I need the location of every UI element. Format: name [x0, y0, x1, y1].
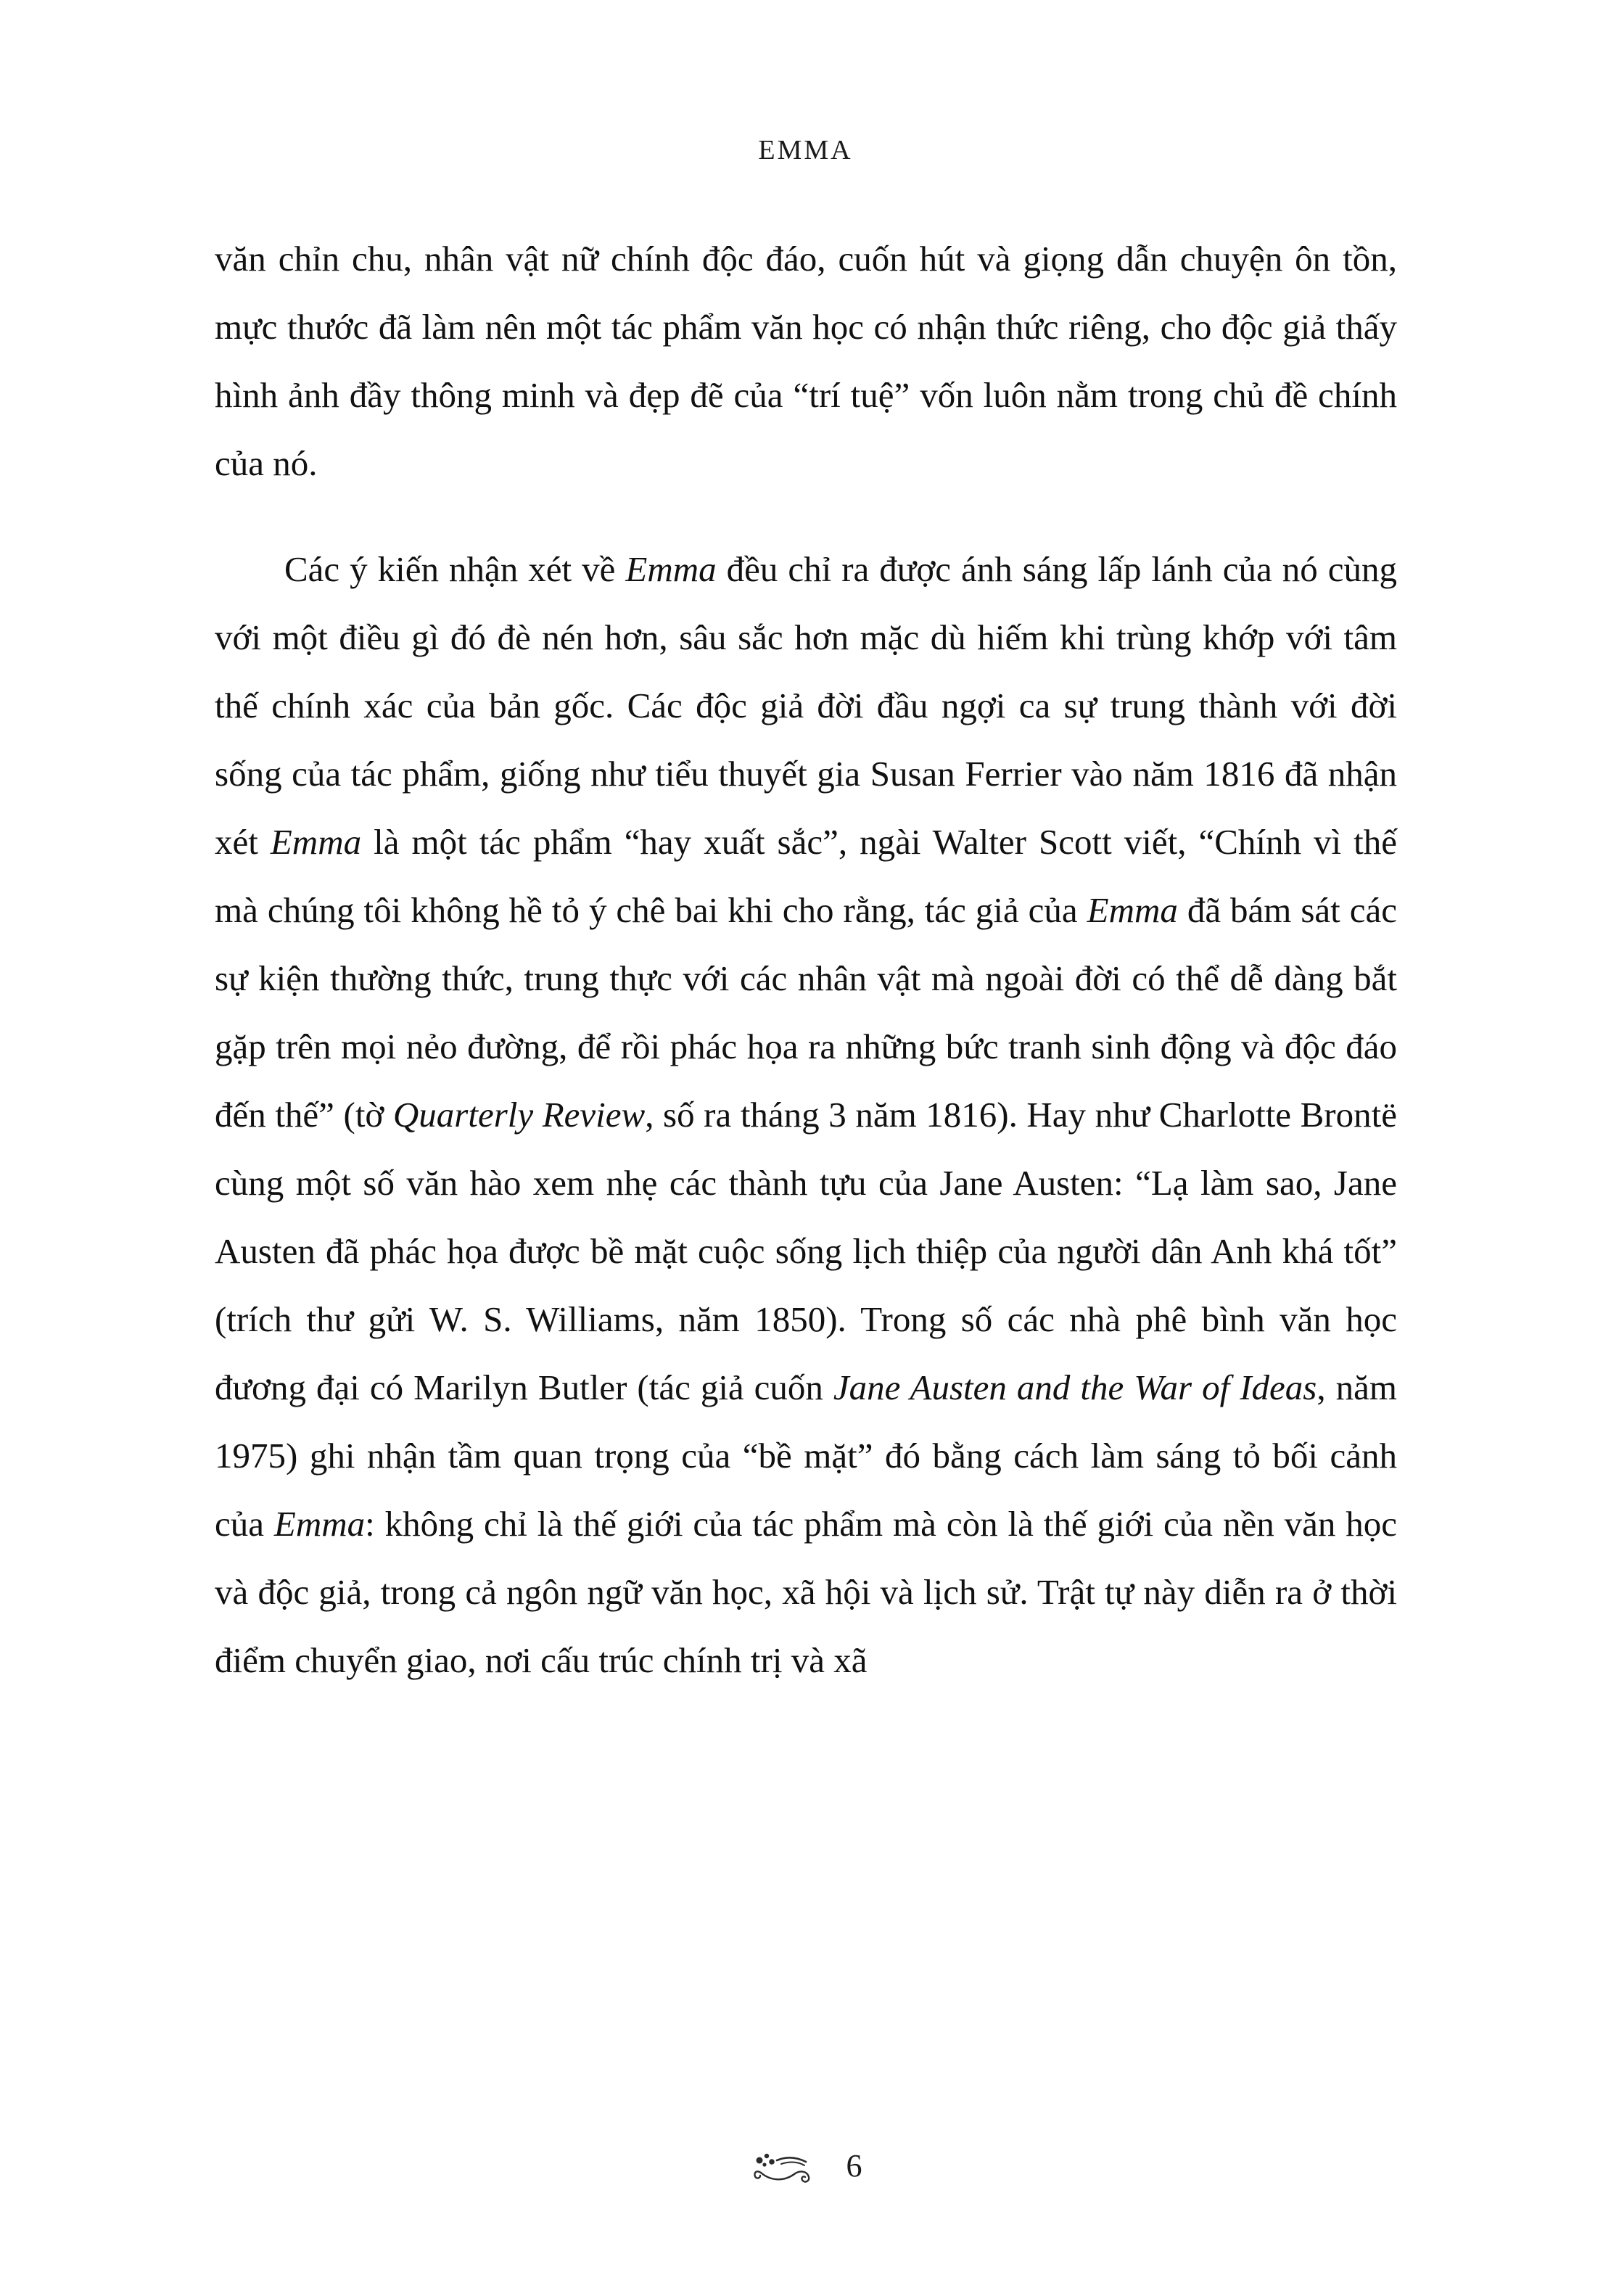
text-block — [215, 225, 1397, 1695]
text-run: , năm 1975) ghi nhận tầm quan trọng của “bề mặt” đó bằng cách làm sáng tỏ bối cảnh của — [215, 1367, 1397, 1544]
text-run: văn chỉn chu, nhân vật nữ chính độc đáo, cuốn hút và giọng dẫn chuyện ôn tồn, mực thước đã làm nên một tác phẩm văn học có nhận thức riêng, cho độc giả thấy hình ảnh đầy thông minh và đẹp đẽ của “trí tuệ” vốn luôn nằm trong chủ đề chính của nó. — [215, 239, 1397, 483]
paragraph — [215, 225, 1397, 498]
italic-title: Emma — [1087, 890, 1178, 930]
text-run: đã bám sát các sự kiện thường thức, trung thực với các nhân vật mà ngoài đời có thể dễ dàng bắt gặp trên mọi nẻo đường, để rồi phác họa ra những bức tranh sinh động và độc đáo đến thế” (tờ — [215, 890, 1397, 1135]
italic-title: Emma — [625, 549, 717, 589]
floral-ornament-icon — [749, 2148, 836, 2187]
italic-title: Emma — [273, 1504, 366, 1544]
italic-title: Emma — [270, 822, 362, 862]
page-number: 6 — [846, 2148, 862, 2184]
folio — [0, 2148, 1611, 2187]
paragraph — [215, 535, 1397, 1695]
text-run: Các ý kiến nhận xét về — [284, 549, 626, 589]
italic-title: Quarterly Review — [392, 1095, 646, 1135]
text-run: : không chỉ là thế giới của tác phẩm mà còn là thế giới của nền văn học và độc giả, trong cả ngôn ngữ văn học, xã hội và lịch sử. Trật tự này diễn ra ở thời điểm chuyển giao, nơi cấu trúc chính trị và xã — [215, 1504, 1397, 1680]
text-run: là một tác phẩm “hay xuất sắc”, ngài Walter Scott viết, “Chính vì thế mà chúng tôi không hề tỏ ý chê bai khi cho rằng, tác giả của — [215, 822, 1397, 930]
text-run: đều chỉ ra được ánh sáng lấp lánh của nó cùng với một điều gì đó đè nén hơn, sâu sắc hơn mặc dù hiếm khi trùng khớp với tâm thế chính xác của bản gốc. Các độc giả đời đầu ngợi ca sự trung thành với đời sống của tác phẩm, giống như tiểu thuyết gia Susan Ferrier vào năm 1816 đã nhận xét — [215, 549, 1397, 862]
italic-title: Jane Austen and the War of Ideas — [833, 1367, 1317, 1407]
running-head: EMMA — [758, 135, 853, 165]
text-run: , số ra tháng 3 năm 1816). Hay như Charlotte Brontë cùng một số văn hào xem nhẹ các thành tựu của Jane Austen: “Lạ làm sao, Jane Austen đã phác họa được bề mặt cuộc sống lịch thiệp của người dân Anh khá tốt” (trích thư gửi W. S. Williams, năm 1850). Trong số các nhà phê bình văn học đương đại có Marilyn Butler (tác giả cuốn — [215, 1095, 1397, 1407]
